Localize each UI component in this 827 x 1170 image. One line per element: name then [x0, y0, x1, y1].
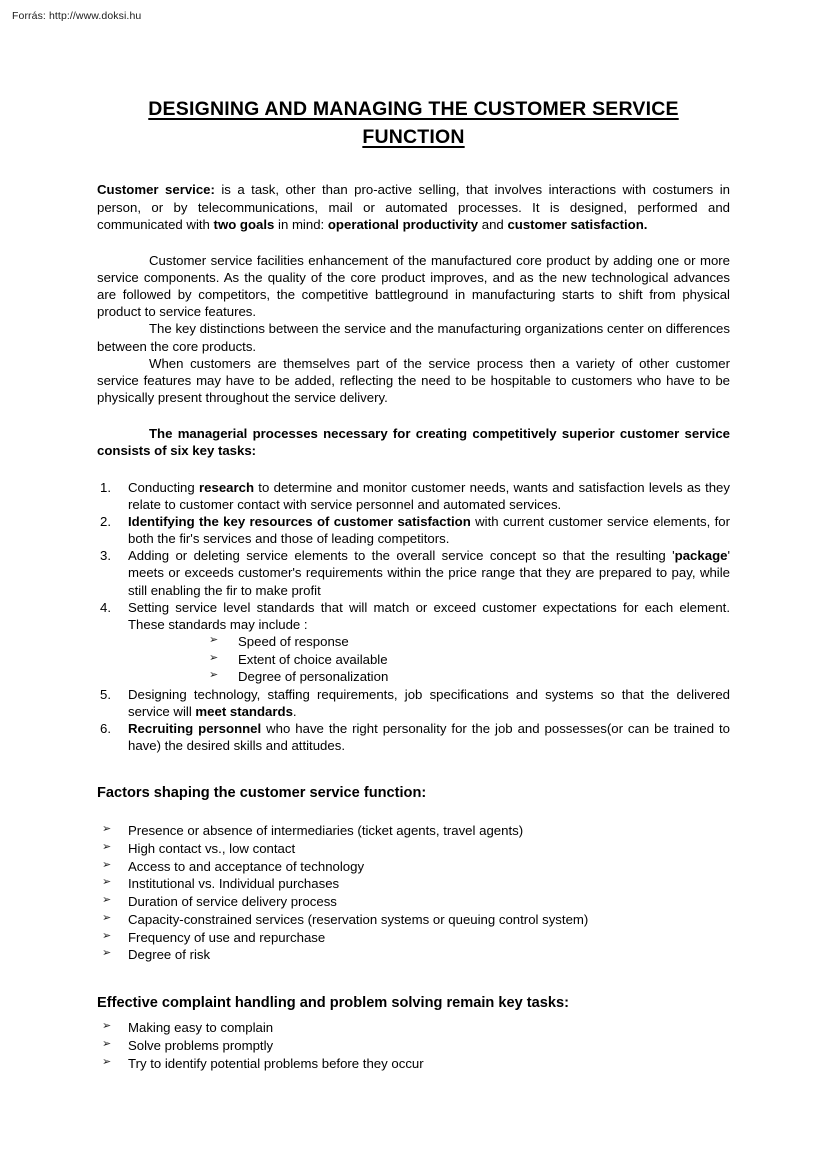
list-item [207, 651, 730, 669]
list-item-label: Capacity-constrained services (reservation systems or queuing control system) [128, 911, 589, 927]
list-item-bold: meet standards [195, 703, 293, 719]
list-item [97, 1037, 730, 1055]
list-item-label: Try to identify potential problems before they occur [128, 1055, 424, 1071]
list-item [207, 668, 730, 686]
list-item [97, 513, 730, 547]
list-item-label: Degree of risk [128, 947, 211, 963]
arrow-bullet-icon: ➢ [209, 633, 219, 646]
list-item-number: 6. [100, 720, 111, 736]
list-item-post: . [292, 703, 297, 719]
arrow-bullet-icon: ➢ [102, 894, 112, 907]
page-title-line-2: FUNCTION [362, 125, 465, 148]
spacer [97, 151, 730, 181]
list-item [207, 633, 730, 651]
list-item [97, 720, 730, 754]
list-item [97, 822, 730, 840]
list-item [97, 686, 730, 720]
list-item-number: 5. [100, 686, 111, 702]
list-item-bold: Identifying the key resources of customer satisfaction [128, 513, 471, 529]
list-item-post: who have the right personality for the job and possesses(or can be trained to have) the desired skills and attitudes. [128, 720, 730, 754]
spacer [97, 460, 730, 479]
list-item [97, 840, 730, 858]
definition-text-1: is a task, other than pro-active selling, that involves interactions with costumers in person, or by telecommunications, mail or automated processes. It is designed, performed and communicated with [97, 182, 730, 232]
arrow-bullet-icon: ➢ [102, 876, 112, 889]
list-item-number: 2. [100, 513, 111, 529]
list-item [97, 946, 730, 964]
list-item [97, 1019, 730, 1037]
arrow-bullet-icon: ➢ [102, 911, 112, 924]
body-paragraph-3: When customers are themselves part of the service process then a variety of other customer service features may have to be added, reflecting the need to be hospitable to customers who have to be physically present throughout the service delivery. [97, 355, 730, 406]
list-item [97, 911, 730, 929]
list-item-post: ' meets or exceeds customer's requirements within the price range that they are prepared to pay, while still enabling the fir to make profit [128, 548, 730, 598]
definition-bold-2: operational productivity [327, 216, 479, 232]
spacer [97, 803, 730, 822]
list-item-label: Frequency of use and repurchase [128, 929, 326, 945]
list-item-label: Solve problems promptly [128, 1037, 274, 1053]
lead-in-bold-text: The managerial processes necessary for creating competitively superior customer service consists of six key tasks: [97, 426, 730, 459]
list-item [97, 479, 730, 513]
arrow-bullet-icon: ➢ [209, 651, 219, 664]
list-item-label: Duration of service delivery process [128, 894, 337, 910]
list-item-bold: research [199, 479, 255, 495]
definition-bold-1: two goals [213, 216, 275, 232]
list-item [97, 1055, 730, 1073]
definition-term: Customer service: [97, 182, 215, 198]
list-item [97, 547, 730, 598]
page-title-line-1: DESIGNING AND MANAGING THE CUSTOMER SERVICE [148, 98, 679, 120]
list-item-number: 4. [100, 599, 111, 615]
arrow-bullet-icon: ➢ [102, 823, 112, 836]
definition-bold-3: customer satisfaction. [507, 216, 648, 232]
list-item-label: Making easy to complain [128, 1020, 274, 1036]
definition-paragraph [97, 181, 730, 232]
list-item-post: to determine and monitor customer needs, wants and satisfaction levels as they relate to customer contact with service personnel and automated services. [128, 479, 730, 512]
list-item-pre: Conducting [128, 479, 200, 495]
list-item [97, 875, 730, 893]
body-paragraph-1: Customer service facilities enhancement of the manufactured core product by adding one or more service components. As the quality of the core product improves, and as the new technological advances are followed by competitors, the competitive battleground in manufacturing starts to shift from physical product to service features. [97, 252, 730, 320]
spacer [97, 233, 730, 252]
sublist-item-label: Speed of response [238, 633, 349, 649]
factors-section-heading: Factors shaping the customer service function: [97, 785, 427, 802]
list-item-pre: Setting service level standards that will match or exceed customer expectations for each element. These standards may include : [128, 599, 730, 632]
list-item [97, 599, 730, 686]
list-item-number: 1. [100, 479, 111, 495]
sublist-item-label: Degree of personalization [238, 669, 389, 685]
definition-text-3: and [478, 216, 508, 232]
complaint-section-heading: Effective complaint handling and problem solving remain key tasks: [97, 995, 569, 1012]
list-item-label: Institutional vs. Individual purchases [128, 876, 340, 892]
spacer [97, 964, 730, 994]
arrow-bullet-icon: ➢ [102, 1055, 112, 1068]
list-item-bold: package [674, 548, 728, 564]
page-title [97, 96, 730, 151]
arrow-bullet-icon: ➢ [209, 669, 219, 682]
sublist-item-label: Extent of choice available [238, 651, 388, 667]
list-item-bold: Recruiting personnel [128, 720, 262, 736]
list-item-pre: Designing technology, staffing requirements, job specifications and systems so that the delivered service will [128, 686, 730, 719]
body-paragraph-2: The key distinctions between the service and the manufacturing organizations center on differences between the core products. [97, 321, 730, 354]
list-item [97, 858, 730, 876]
list-item [97, 929, 730, 947]
factors-list [97, 822, 730, 964]
complaint-list [97, 1019, 730, 1072]
arrow-bullet-icon: ➢ [102, 858, 112, 871]
spacer [97, 406, 730, 425]
list-item-label: Presence or absence of intermediaries (ticket agents, travel agents) [128, 823, 524, 839]
arrow-bullet-icon: ➢ [102, 1037, 112, 1050]
arrow-bullet-icon: ➢ [102, 947, 112, 960]
arrow-bullet-icon: ➢ [102, 840, 112, 853]
arrow-bullet-icon: ➢ [102, 1020, 112, 1033]
lead-in-paragraph [97, 425, 730, 459]
standards-sublist [128, 633, 730, 686]
source-url-header: Forrás: http://www.doksi.hu [12, 10, 142, 22]
list-item [97, 893, 730, 911]
list-item-number: 3. [100, 548, 111, 564]
list-item-pre: Adding or deleting service elements to the overall service concept so that the resulting ' [128, 548, 675, 564]
list-item-label: High contact vs., low contact [128, 840, 296, 856]
list-item-label: Access to and acceptance of technology [128, 858, 365, 874]
arrow-bullet-icon: ➢ [102, 929, 112, 942]
spacer [97, 754, 730, 784]
key-tasks-list [97, 479, 730, 755]
document-content [97, 96, 730, 1072]
definition-text-2: in mind: [274, 216, 328, 232]
list-item-post: with current customer service elements, for both the fir's services and those of leading competitors. [128, 513, 730, 547]
